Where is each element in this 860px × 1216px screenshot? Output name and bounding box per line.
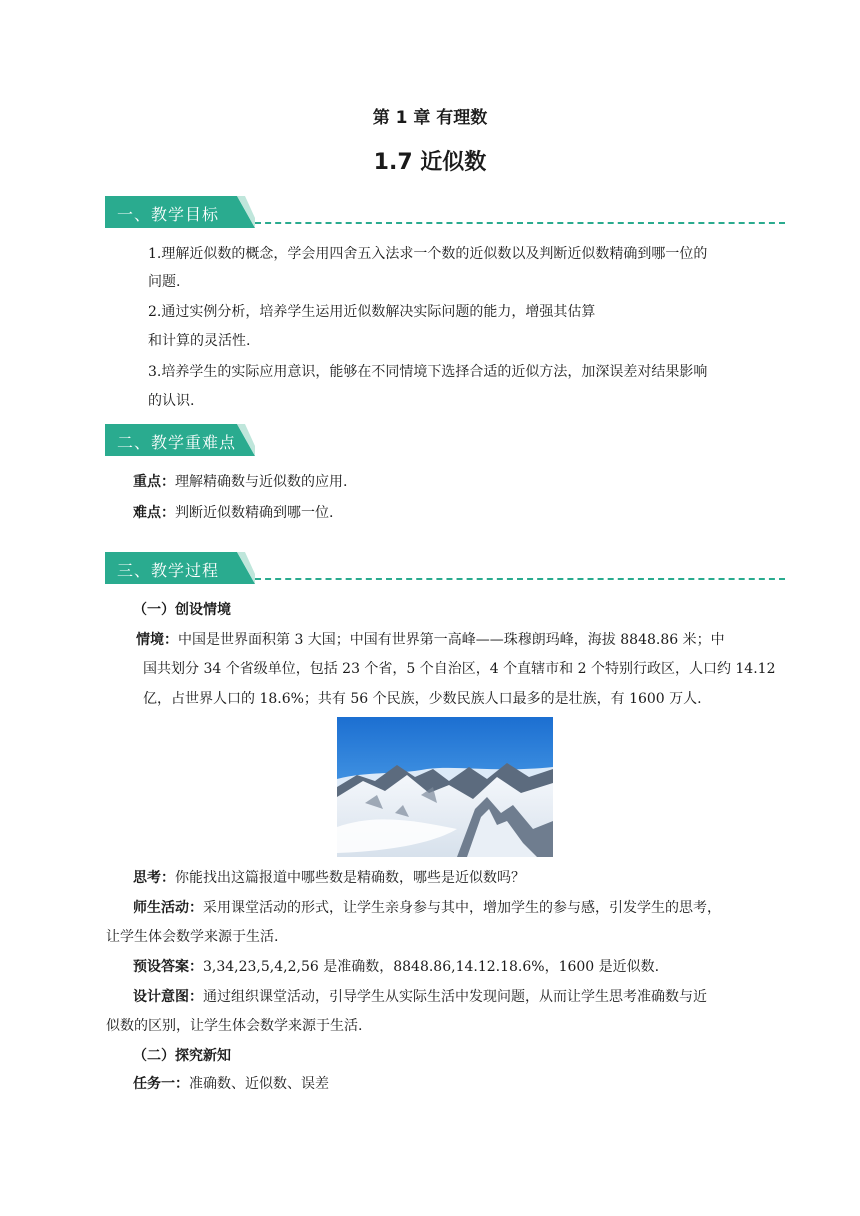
activity-text: 采用课堂活动的形式，让学生亲身参与其中，增加学生的参与感，引发学生的思考， <box>203 900 721 916</box>
scenario-text: 中国是世界面积第 3 大国；中国有世界第一高峰——珠穆朗玛峰，海拔 8848.86 米；中 <box>178 632 725 648</box>
lesson-title: 1.7 近似数 <box>373 150 487 175</box>
focus-label: 重点： <box>133 474 175 490</box>
design-text: 通过组织课堂活动，引导学生从实际生活中发现问题，从而让学生思考准确数与近 <box>203 989 707 1005</box>
think-text: 你能找出这篇报道中哪些数是精确数，哪些是近似数吗？ <box>175 870 525 886</box>
answer-label: 预设答案： <box>133 959 203 975</box>
section-header-goals <box>105 196 785 230</box>
difficulty-line <box>133 503 333 523</box>
design-label: 设计意图： <box>133 989 203 1005</box>
section-title: 三、教学过程 <box>117 561 220 580</box>
think-label: 思考： <box>133 870 175 886</box>
subsection-title: （二）探究新知 <box>133 1048 231 1064</box>
scenario-line <box>136 630 725 650</box>
dashed-divider <box>255 222 785 224</box>
answer-text: 3,34,23,5,4,2,56 是准确数，8848.86,14.12.18.6%，1600 是近似数. <box>203 959 660 975</box>
dashed-divider <box>255 578 785 580</box>
answer-line <box>133 957 659 977</box>
design-line <box>133 987 707 1007</box>
goal-line: 问题. <box>148 274 181 290</box>
goal-line: 的认识. <box>148 393 195 409</box>
task-line <box>133 1074 329 1094</box>
scenario-line: 国共划分 34 个省级单位，包括 23 个省，5 个自治区，4 个直辖市和 2 个特别行政区，人口约 14.12 <box>143 661 776 677</box>
design-line: 似数的区别，让学生体会数学来源于生活. <box>106 1018 363 1034</box>
subsection-title: （一）创设情境 <box>133 602 231 618</box>
activity-label: 师生活动： <box>133 900 203 916</box>
goal-line: 3.培养学生的实际应用意识，能够在不同情境下选择合适的近似方法，加深误差对结果影响 <box>148 364 708 380</box>
section-title: 一、教学目标 <box>117 205 220 224</box>
difficulty-label: 难点： <box>133 505 175 521</box>
section-header-keypoints <box>105 424 785 458</box>
focus-line <box>133 472 347 492</box>
think-line <box>133 868 525 888</box>
section-title: 二、教学重难点 <box>117 433 237 452</box>
goal-line: 2.通过实例分析，培养学生运用近似数解决实际问题的能力，增强其估算 <box>148 304 596 320</box>
activity-line <box>133 898 721 918</box>
difficulty-text: 判断近似数精确到哪一位. <box>175 505 334 521</box>
focus-text: 理解精确数与近似数的应用. <box>175 474 348 490</box>
snow-mountain-image <box>337 717 553 857</box>
goal-line: 1.理解近似数的概念，学会用四舍五入法求一个数的近似数以及判断近似数精确到哪一位的 <box>148 246 708 262</box>
section-header-process <box>105 552 785 586</box>
scenario-line: 亿，占世界人口的 18.6%；共有 56 个民族，少数民族人口最多的是壮族，有 1600 万人. <box>143 691 702 707</box>
activity-line: 让学生体会数学来源于生活. <box>106 929 279 945</box>
goal-line: 和计算的灵活性. <box>148 333 251 349</box>
task-text: 准确数、近似数、误差 <box>189 1076 329 1092</box>
chapter-title: 第 1 章 有理数 <box>372 108 488 128</box>
task-label: 任务一： <box>133 1076 189 1092</box>
scenario-label: 情境： <box>136 632 178 648</box>
